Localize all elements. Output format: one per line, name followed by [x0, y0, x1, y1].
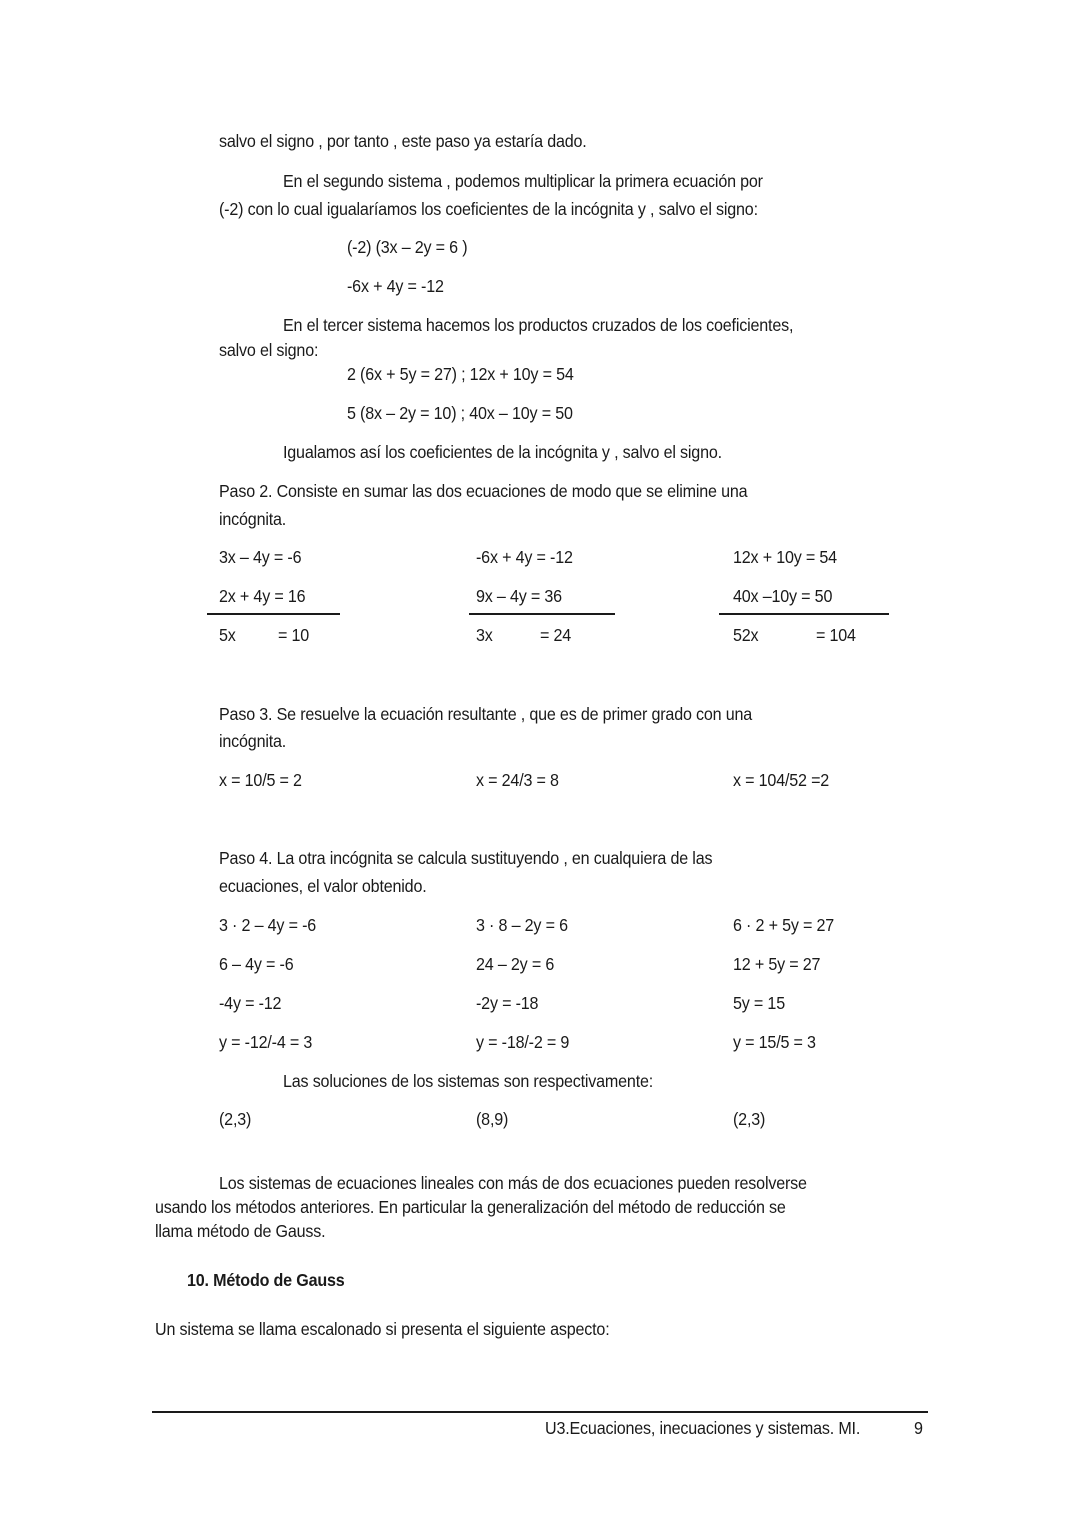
substitution-step: 5y = 15	[733, 993, 785, 1013]
paragraph-line: salvo el signo , por tanto , este paso ya estaría dado.	[219, 131, 587, 151]
step-3-text: Paso 3. Se resuelve la ecuación resultante , que es de primer grado con una	[219, 704, 753, 724]
paragraph-line: salvo el signo:	[219, 340, 319, 360]
equation: 3x – 4y = -6	[219, 547, 302, 567]
paragraph-line: En el segundo sistema , podemos multiplicar la primera ecuación por	[283, 171, 763, 191]
paragraph-line: usando los métodos anteriores. En particular la generalización del método de reducción se	[155, 1197, 786, 1217]
step-3-text: incógnita.	[219, 731, 287, 751]
substitution-step: -2y = -18	[476, 993, 539, 1013]
footer-title: U3.Ecuaciones, inecuaciones y sistemas. MI.	[545, 1418, 861, 1438]
solution-value: (2,3)	[219, 1109, 252, 1129]
paragraph-line: Los sistemas de ecuaciones lineales con más de dos ecuaciones pueden resolverse	[219, 1173, 807, 1193]
equation: -6x + 4y = -12	[476, 547, 573, 567]
result-left: 5x	[219, 625, 236, 645]
substitution-step: 3 · 8 – 2y = 6	[476, 915, 568, 935]
step-4-text: ecuaciones, el valor obtenido.	[219, 876, 427, 896]
x-result: x = 104/52 =2	[733, 770, 830, 790]
result-right: = 104	[816, 625, 856, 645]
equation: 40x –10y = 50	[733, 586, 833, 606]
x-result: x = 24/3 = 8	[476, 770, 559, 790]
sum-rule	[719, 613, 889, 615]
substitution-step: 24 – 2y = 6	[476, 954, 555, 974]
substitution-step: 12 + 5y = 27	[733, 954, 821, 974]
paragraph-line: llama método de Gauss.	[155, 1221, 326, 1241]
step-4-text: Paso 4. La otra incógnita se calcula sustituyendo , en cualquiera de las	[219, 848, 713, 868]
result-right: = 10	[278, 625, 310, 645]
substitution-step: y = -18/-2 = 9	[476, 1032, 570, 1052]
equation: 12x + 10y = 54	[733, 547, 837, 567]
substitution-step: y = -12/-4 = 3	[219, 1032, 313, 1052]
substitution-step: 3 · 2 – 4y = -6	[219, 915, 317, 935]
equation: (-2) (3x – 2y = 6 )	[347, 237, 468, 257]
step-2-text: incógnita.	[219, 509, 287, 529]
result-right: = 24	[540, 625, 572, 645]
footer-rule	[152, 1411, 928, 1413]
paragraph-line: Un sistema se llama escalonado si presenta el siguiente aspecto:	[155, 1319, 610, 1339]
solution-value: (8,9)	[476, 1109, 509, 1129]
substitution-step: 6 – 4y = -6	[219, 954, 294, 974]
equation: 2 (6x + 5y = 27) ; 12x + 10y = 54	[347, 364, 574, 384]
equation: 5 (8x – 2y = 10) ; 40x – 10y = 50	[347, 403, 573, 423]
page-number: 9	[914, 1418, 923, 1438]
equation: 9x – 4y = 36	[476, 586, 562, 606]
result-left: 3x	[476, 625, 493, 645]
sum-rule	[469, 613, 615, 615]
sum-rule	[207, 613, 340, 615]
solutions-intro: Las soluciones de los sistemas son respectivamente:	[283, 1071, 654, 1091]
solution-value: (2,3)	[733, 1109, 766, 1129]
section-heading: 10. Método de Gauss	[187, 1270, 345, 1290]
paragraph-line: En el tercer sistema hacemos los productos cruzados de los coeficientes,	[283, 315, 794, 335]
substitution-step: -4y = -12	[219, 993, 282, 1013]
equation: 2x + 4y = 16	[219, 586, 306, 606]
equation: -6x + 4y = -12	[347, 276, 444, 296]
substitution-step: 6 · 2 + 5y = 27	[733, 915, 835, 935]
paragraph-line: (-2) con lo cual igualaríamos los coeficientes de la incógnita y , salvo el signo:	[219, 199, 758, 219]
substitution-step: y = 15/5 = 3	[733, 1032, 816, 1052]
result-left: 52x	[733, 625, 759, 645]
step-2-text: Paso 2. Consiste en sumar las dos ecuaciones de modo que se elimine una	[219, 481, 748, 501]
paragraph-line: Igualamos así los coeficientes de la incógnita y , salvo el signo.	[283, 442, 722, 462]
x-result: x = 10/5 = 2	[219, 770, 302, 790]
